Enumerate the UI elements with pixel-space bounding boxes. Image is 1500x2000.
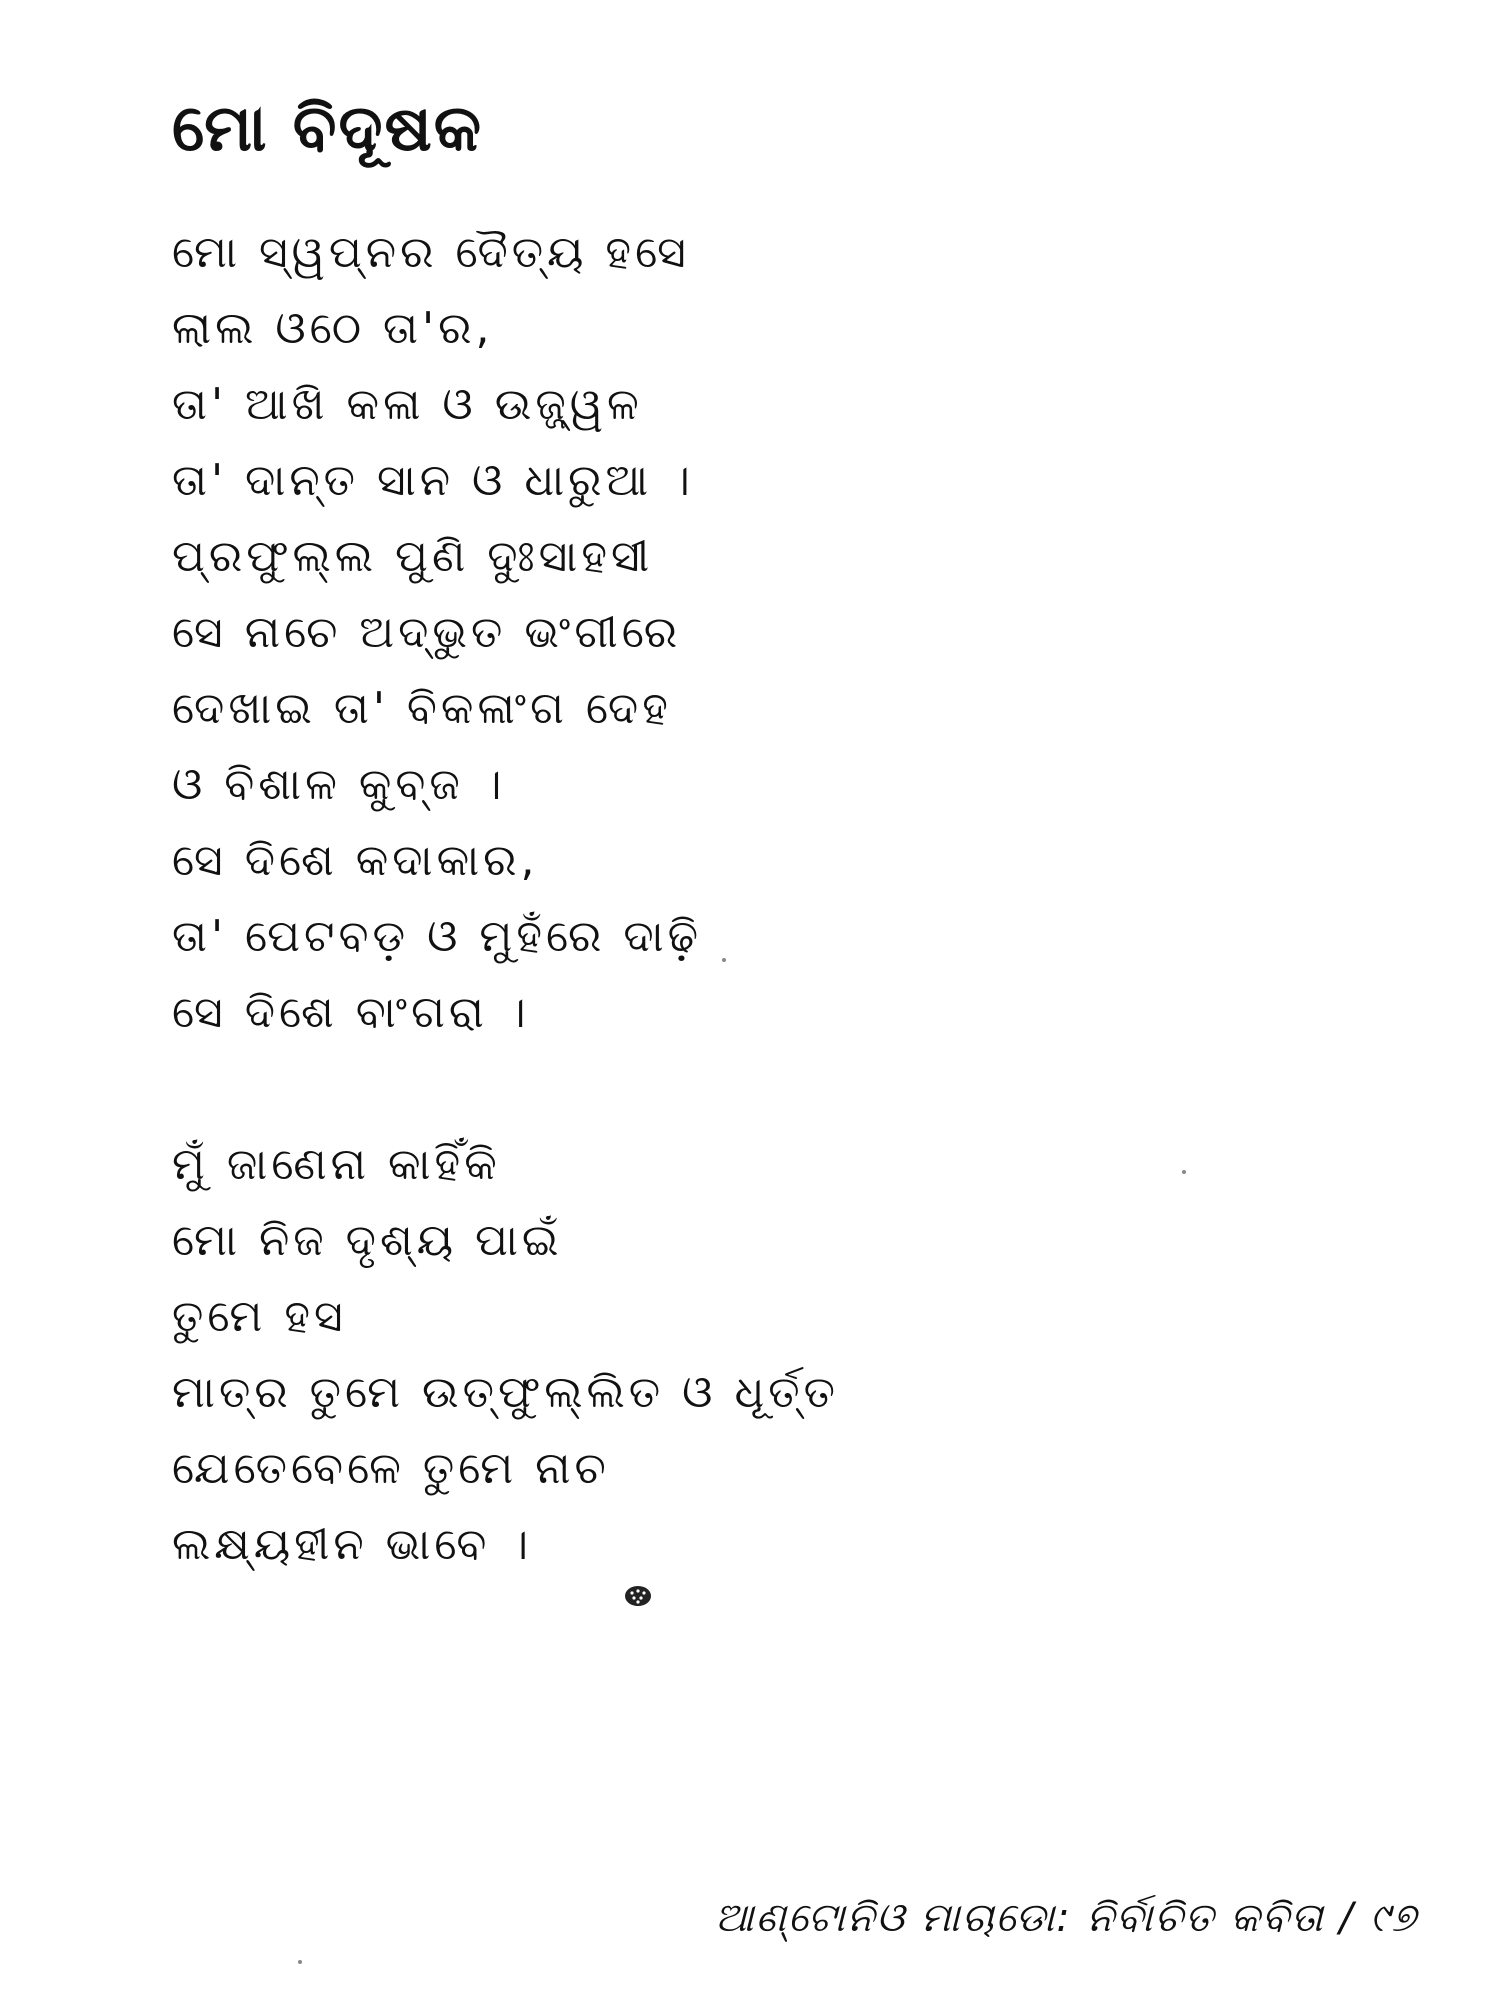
poem-line: ତୁମେ ହସ (172, 1291, 347, 1342)
poem-body (172, 215, 1322, 1583)
poem-line: ମୁଁ ଜାଣେନା କାହିଁକି (172, 1139, 501, 1190)
poem-line: ଓ ବିଶାଳ କୁବ୍‌ଜ । (172, 759, 506, 810)
poem-line: ମୋ ନିଜ ଦୃଶ୍ୟ ପାଇଁ (172, 1215, 563, 1266)
poem-line: ତା' ଦାନ୍ତ ସାନ ଓ ଧାରୁଆ । (172, 455, 694, 506)
poem-line: ପ୍ରଫୁଲ୍ଲ ପୁଣି ଦୁଃସାହସୀ (172, 531, 654, 582)
poem-line: ଯେତେବେଳେ ତୁମେ ନାଚ (172, 1443, 610, 1494)
poem-line: ମାତ୍ର ତୁମେ ଉତ୍‌ଫୁଲ୍ଲିତ ଓ ଧୂର୍ତ୍ତ (172, 1367, 839, 1418)
poem-line: ଲାଲ ଓଠେ ତା'ର, (172, 303, 494, 354)
end-ornament-icon (624, 1585, 652, 1607)
poem-line: ତା' ପେଟବଡ଼ ଓ ମୁହଁରେ ଦାଢ଼ି (172, 911, 703, 962)
poem-line: ସେ ନାଚେ ଅଦ୍ଭୁତ ଭଂଗୀରେ (172, 607, 682, 658)
page-speck (1182, 1170, 1186, 1174)
running-footer: ଆଣ୍ଟୋନିଓ ମାଚାଡୋ: ନିର୍ବାଚିତ କବିତା / ୯୭ (714, 1895, 1418, 1941)
poem-line: ଦେଖାଇ ତା' ବିକଳାଂଗ ଦେହ (172, 683, 672, 734)
poem-title: ମୋ ବିଦୂଷକ (172, 92, 484, 166)
page-speck (722, 958, 726, 962)
poem-line: ସେ ଦିଶେ ବାଂଗରା । (172, 987, 530, 1038)
poem-line: ତା' ଆଖି କଳା ଓ ଉଜ୍ଜ୍ୱଳ (172, 379, 643, 430)
page-speck (298, 1960, 302, 1964)
poem-line: ସେ ଦିଶେ କଦାକାର, (172, 835, 539, 886)
stanza-1 (172, 215, 1322, 1051)
poem-line: ମୋ ସ୍ୱପ୍ନର ଦୈତ୍ୟ ହସେ (172, 227, 690, 278)
poem-line: ଲକ୍ଷ୍ୟହୀନ ଭାବେ । (172, 1519, 533, 1570)
stanza-2 (172, 1127, 1322, 1583)
